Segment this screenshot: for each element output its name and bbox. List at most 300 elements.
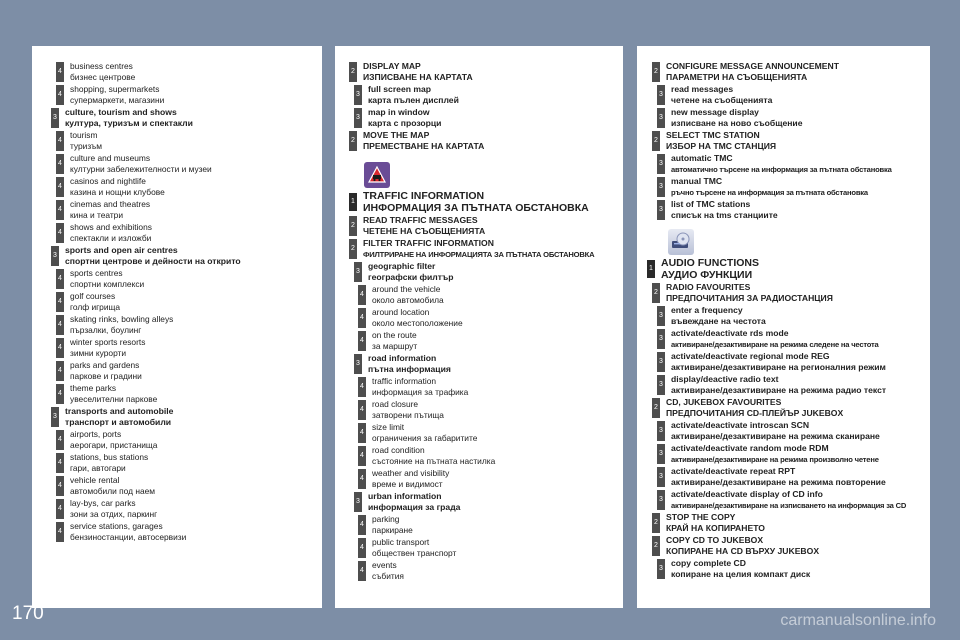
entry-label-en: AUDIO FUNCTIONS — [661, 257, 759, 269]
menu-entry — [32, 406, 322, 428]
menu-entry — [637, 558, 930, 580]
level-badge: 3 — [657, 421, 665, 441]
level-badge: 2 — [652, 398, 660, 418]
entry-text — [70, 61, 135, 83]
entry-label-bg: копиране на целия компакт диск — [671, 569, 811, 579]
entry-text — [368, 107, 441, 129]
menu-entry — [32, 130, 322, 152]
entry-label-bg: време и видимост — [372, 479, 443, 489]
entry-label-en: enter a frequency — [671, 305, 743, 315]
menu-entry — [637, 512, 930, 534]
menu-entry — [637, 351, 930, 373]
entry-label-bg: около автомобила — [372, 295, 444, 305]
entry-text — [70, 383, 157, 405]
menu-entry — [637, 282, 930, 304]
menu-entry — [32, 360, 322, 382]
level-badge: 4 — [358, 561, 366, 581]
entry-text — [671, 443, 879, 465]
menu-entry — [335, 376, 623, 398]
menu-entry — [32, 337, 322, 359]
entry-label-en: geographic filter — [368, 261, 436, 271]
entry-label-bg: паркиране — [372, 525, 413, 535]
menu-entry — [335, 84, 623, 106]
entry-text — [671, 466, 886, 488]
menu-entry — [335, 61, 623, 83]
entry-text — [70, 291, 120, 313]
entry-label-bg: обществен транспорт — [372, 548, 457, 558]
level-badge: 3 — [657, 108, 665, 128]
entry-label-en: golf courses — [70, 291, 116, 301]
entry-label-en: weather and visibility — [372, 468, 450, 478]
entry-text — [666, 397, 843, 419]
level-badge: 4 — [358, 377, 366, 397]
level-badge: 2 — [652, 513, 660, 533]
entry-label-bg: активиране/дезактивиране на режима повторение — [671, 477, 886, 487]
entry-text — [70, 84, 164, 106]
entry-label-bg: спортни центрове и дейности на открито — [65, 256, 241, 266]
level-badge: 4 — [358, 538, 366, 558]
level-badge: 4 — [56, 62, 64, 82]
entry-text — [70, 153, 212, 175]
menu-entry — [335, 468, 623, 490]
entry-text — [70, 521, 186, 543]
menu-entry — [32, 291, 322, 313]
entry-label-en: new message display — [671, 107, 759, 117]
level-badge: 3 — [657, 177, 665, 197]
menu-entry — [32, 314, 322, 336]
menu-entry — [637, 153, 930, 175]
entry-text — [65, 107, 193, 129]
menu-column-middle — [335, 46, 623, 608]
menu-entry — [637, 420, 930, 442]
entry-label-bg: култура, туризъм и спектакли — [65, 118, 193, 128]
entry-label-bg: аерогари, пристанища — [70, 440, 158, 450]
entry-text — [368, 84, 459, 106]
entry-label-bg: географски филтър — [368, 272, 454, 282]
level-badge: 2 — [652, 62, 660, 82]
entry-label-bg: ЧЕТЕНЕ НА СЪОБЩЕНИЯТА — [363, 226, 486, 236]
level-badge: 4 — [358, 469, 366, 489]
menu-entry — [637, 199, 930, 221]
menu-entry — [637, 107, 930, 129]
entry-label-bg: зимни курорти — [70, 348, 127, 358]
level-badge: 4 — [56, 177, 64, 197]
level-badge: 4 — [358, 308, 366, 328]
level-badge: 4 — [56, 522, 64, 542]
entry-text — [363, 61, 473, 83]
level-badge: 2 — [349, 131, 357, 151]
level-badge: 3 — [657, 559, 665, 579]
level-badge: 2 — [349, 216, 357, 236]
entry-label-en: sports and open air centres — [65, 245, 178, 255]
entry-label-bg: активиране/дезактивиране на изписването на информация за CD — [671, 501, 907, 510]
menu-column-left — [32, 46, 322, 608]
menu-entry — [335, 514, 623, 536]
menu-entry — [32, 383, 322, 405]
entry-label-bg: ръчно търсене на информация за пътната обстановка — [671, 188, 868, 197]
traffic-warning-icon — [364, 162, 390, 188]
entry-text — [372, 468, 449, 490]
entry-text — [368, 261, 453, 283]
entry-label-bg: пързалки, боулинг — [70, 325, 142, 335]
level-badge: 3 — [354, 262, 362, 282]
entry-text — [363, 190, 589, 214]
entry-label-en: shopping, supermarkets — [70, 84, 160, 94]
level-badge: 3 — [657, 200, 665, 220]
entry-label-bg: активиране/дезактивиране на режима радио текст — [671, 385, 887, 395]
level-badge: 4 — [56, 361, 64, 381]
entry-label-bg: спектакли и изложби — [70, 233, 152, 243]
entry-text — [671, 176, 868, 198]
level-badge: 3 — [657, 444, 665, 464]
level-badge: 2 — [652, 283, 660, 303]
level-badge: 3 — [657, 85, 665, 105]
entry-label-bg: бензиностанции, автосервизи — [70, 532, 187, 542]
entry-label-en: stations, bus stations — [70, 452, 149, 462]
entry-label-bg: ФИЛТРИРАНЕ НА ИНФОРМАЦИЯТА ЗА ПЪТНАТА ОБСТАНОВКА — [363, 250, 595, 259]
menu-entry — [637, 176, 930, 198]
menu-entry — [335, 130, 623, 152]
level-badge: 2 — [652, 131, 660, 151]
entry-label-en: automatic TMC — [671, 153, 733, 163]
entry-text — [372, 330, 417, 352]
level-badge: 3 — [657, 375, 665, 395]
entry-text — [671, 305, 766, 327]
level-badge: 4 — [56, 223, 64, 243]
menu-entry — [335, 445, 623, 467]
audio-section — [637, 257, 930, 580]
menu-entry — [637, 84, 930, 106]
entry-label-en: READ TRAFFIC MESSAGES — [363, 215, 478, 225]
entry-label-en: casinos and nightlife — [70, 176, 146, 186]
entry-label-en: activate/deactivate rds mode — [671, 328, 789, 338]
menu-entry — [32, 61, 322, 83]
level-badge: 3 — [657, 154, 665, 174]
entry-label-en: vehicle rental — [70, 475, 120, 485]
entry-label-bg: четене на съобщенията — [671, 95, 773, 105]
entry-label-bg: въвеждане на честота — [671, 316, 766, 326]
menu-entry — [335, 190, 623, 214]
entry-text — [70, 130, 102, 152]
level-badge: 4 — [56, 453, 64, 473]
level-badge: 3 — [354, 354, 362, 374]
entry-label-bg: бизнес центрове — [70, 72, 136, 82]
entry-label-bg: активиране/дезактивиране на режима произволно четене — [671, 455, 879, 464]
entry-label-en: TRAFFIC INFORMATION — [363, 190, 485, 202]
entry-label-en: activate/deactivate display of CD info — [671, 489, 823, 499]
menu-entry — [637, 535, 930, 557]
menu-entry — [335, 560, 623, 582]
level-badge: 3 — [657, 329, 665, 349]
level-badge: 4 — [358, 515, 366, 535]
entry-text — [70, 176, 165, 198]
entry-text — [671, 107, 803, 129]
entry-label-bg: събития — [372, 571, 404, 581]
entry-text — [70, 337, 145, 359]
entry-label-en: list of TMC stations — [671, 199, 751, 209]
level-badge: 3 — [354, 108, 362, 128]
menu-entry — [32, 176, 322, 198]
entry-label-en: lay-bys, car parks — [70, 498, 136, 508]
level-badge: 1 — [647, 260, 655, 278]
entry-label-bg: гари, автогари — [70, 463, 126, 473]
entry-text — [70, 452, 148, 474]
entry-label-en: business centres — [70, 61, 133, 71]
entry-label-bg: кина и театри — [70, 210, 124, 220]
entry-label-en: shows and exhibitions — [70, 222, 152, 232]
entry-label-bg: ограничения за габаритите — [372, 433, 478, 443]
entry-label-en: events — [372, 560, 397, 570]
entry-label-en: activate/deactivate regional mode REG — [671, 351, 830, 361]
entry-text — [372, 399, 444, 421]
level-badge: 3 — [657, 352, 665, 372]
entry-label-bg: културни забележителности и музеи — [70, 164, 212, 174]
entry-text — [70, 314, 173, 336]
entry-label-bg: АУДИО ФУНКЦИИ — [661, 269, 753, 281]
level-badge: 4 — [56, 315, 64, 335]
entry-text — [70, 429, 157, 451]
entry-label-bg: около местоположение — [372, 318, 463, 328]
level-badge: 3 — [657, 306, 665, 326]
entry-label-en: public transport — [372, 537, 430, 547]
menu-entry — [32, 475, 322, 497]
entry-label-en: RADIO FAVOURITES — [666, 282, 751, 292]
traffic-icon-wrap — [364, 162, 623, 188]
entry-text — [671, 420, 880, 442]
entry-label-bg: КОПИРАНЕ НА CD ВЪРХУ JUKEBOX — [666, 546, 820, 556]
entry-text — [368, 353, 451, 375]
entry-label-bg: списък на tms станциите — [671, 210, 778, 220]
entry-label-en: display/deactive radio text — [671, 374, 779, 384]
level-badge: 4 — [56, 85, 64, 105]
menu-entry — [335, 215, 623, 237]
entry-label-bg: ИЗБОР НА TMC СТАНЦИЯ — [666, 141, 777, 151]
menu-entry — [335, 307, 623, 329]
entry-label-en: on the route — [372, 330, 417, 340]
entry-text — [671, 558, 810, 580]
entry-text — [70, 199, 150, 221]
entry-label-bg: изписване на ново съобщение — [671, 118, 803, 128]
entry-label-en: activate/deactivate repeat RPT — [671, 466, 796, 476]
entry-text — [372, 284, 444, 306]
menu-entry — [335, 330, 623, 352]
level-badge: 3 — [657, 490, 665, 510]
entry-label-en: parking — [372, 514, 400, 524]
entry-label-en: airports, ports — [70, 429, 122, 439]
menu-column-right — [637, 46, 930, 608]
level-badge: 4 — [358, 331, 366, 351]
entry-text — [65, 245, 241, 267]
entry-label-bg: активиране/дезактивиране на регионалния режим — [671, 362, 886, 372]
level-badge: 4 — [56, 499, 64, 519]
level-badge: 4 — [358, 285, 366, 305]
entry-text — [661, 257, 759, 281]
entry-label-bg: спортни комплекси — [70, 279, 145, 289]
entry-label-bg: голф игрища — [70, 302, 121, 312]
level-badge: 4 — [358, 423, 366, 443]
entry-text — [363, 215, 485, 237]
entry-label-en: sports centres — [70, 268, 123, 278]
entry-label-bg: карта с прозорци — [368, 118, 442, 128]
entry-text — [363, 130, 484, 152]
entry-label-en: theme parks — [70, 383, 117, 393]
audio-cd-icon — [668, 229, 694, 255]
entry-text — [65, 406, 173, 428]
entry-label-en: winter sports resorts — [70, 337, 146, 347]
entry-label-en: around the vehicle — [372, 284, 441, 294]
menu-entry — [335, 107, 623, 129]
entry-text — [671, 351, 886, 373]
menu-entry — [32, 107, 322, 129]
entry-text — [671, 328, 879, 350]
menu-entry — [335, 261, 623, 283]
menu-entry — [32, 268, 322, 290]
menu-entry — [335, 353, 623, 375]
level-badge: 4 — [56, 200, 64, 220]
entry-text — [666, 535, 819, 557]
entry-label-en: skating rinks, bowling alleys — [70, 314, 174, 324]
entry-text — [666, 282, 833, 304]
tmc-section — [637, 61, 930, 221]
level-badge: 2 — [349, 239, 357, 259]
entry-label-en: CD, JUKEBOX FAVOURITES — [666, 397, 782, 407]
level-badge: 2 — [349, 62, 357, 82]
level-badge: 3 — [51, 108, 59, 128]
entry-label-en: transports and automobile — [65, 406, 174, 416]
menu-entry — [32, 199, 322, 221]
level-badge: 3 — [51, 246, 59, 266]
entry-text — [372, 422, 477, 444]
entry-label-bg: ПРЕДПОЧИТАНИЯ ЗА РАДИОСТАНЦИЯ — [666, 293, 833, 303]
entry-label-bg: автоматично търсене на информация за пътната обстановка — [671, 165, 892, 174]
entry-text — [70, 360, 142, 382]
menu-entry — [637, 257, 930, 281]
entry-label-en: road closure — [372, 399, 419, 409]
level-badge: 3 — [657, 467, 665, 487]
entry-label-bg: супермаркети, магазини — [70, 95, 165, 105]
entry-label-en: copy complete CD — [671, 558, 746, 568]
level-badge: 3 — [354, 492, 362, 512]
entry-label-en: traffic information — [372, 376, 437, 386]
entry-label-en: urban information — [368, 491, 442, 501]
entry-label-bg: паркове и градини — [70, 371, 142, 381]
entry-label-bg: ПАРАМЕТРИ НА СЪОБЩЕНИЯТА — [666, 72, 808, 82]
level-badge: 4 — [56, 338, 64, 358]
menu-entry — [637, 466, 930, 488]
menu-entry — [335, 238, 623, 260]
entry-text — [70, 498, 157, 520]
entry-text — [671, 153, 892, 175]
menu-entry — [32, 84, 322, 106]
menu-entry — [32, 222, 322, 244]
entry-label-bg: активиране/дезактивиране на режима сканиране — [671, 431, 880, 441]
menu-entry — [335, 491, 623, 513]
entry-text — [372, 537, 456, 559]
entry-label-en: activate/deactivate random mode RDM — [671, 443, 829, 453]
entry-label-en: parks and gardens — [70, 360, 140, 370]
entry-text — [372, 560, 404, 582]
menu-entry — [335, 399, 623, 421]
menu-entry — [32, 521, 322, 543]
entry-label-bg: за маршрут — [372, 341, 418, 351]
entry-label-en: size limit — [372, 422, 405, 432]
menu-entry — [335, 284, 623, 306]
entry-text — [671, 374, 886, 396]
entry-label-bg: информация за града — [368, 502, 461, 512]
menu-entry — [32, 498, 322, 520]
entry-text — [666, 130, 776, 152]
entry-label-en: road information — [368, 353, 437, 363]
entry-text — [372, 445, 495, 467]
entry-text — [372, 307, 463, 329]
entry-label-bg: зони за отдих, паркинг — [70, 509, 158, 519]
level-badge: 4 — [56, 384, 64, 404]
entry-label-en: tourism — [70, 130, 98, 140]
map-section — [335, 61, 623, 152]
menu-entry — [335, 537, 623, 559]
entry-label-bg: автомобили под наем — [70, 486, 156, 496]
entry-label-bg: активиране/дезактивиране на режима следене на честота — [671, 340, 879, 349]
menu-entry — [32, 452, 322, 474]
entry-label-bg: затворени пътища — [372, 410, 444, 420]
entry-text — [363, 238, 594, 260]
entry-label-en: culture and museums — [70, 153, 151, 163]
entry-label-en: SELECT TMC STATION — [666, 130, 760, 140]
entry-label-bg: състояние на пътната настилка — [372, 456, 496, 466]
level-badge: 2 — [652, 536, 660, 556]
entry-label-en: full screen map — [368, 84, 432, 94]
entry-label-bg: ИНФОРМАЦИЯ ЗА ПЪТНАТА ОБСТАНОВКА — [363, 202, 589, 214]
menu-entry — [32, 245, 322, 267]
entry-label-bg: ИЗПИСВАНЕ НА КАРТАТА — [363, 72, 473, 82]
menu-entry — [32, 429, 322, 451]
audio-icon-wrap — [668, 229, 930, 255]
traffic-section — [335, 190, 623, 582]
menu-entry — [637, 443, 930, 465]
level-badge: 4 — [56, 131, 64, 151]
entry-label-en: COPY CD TO JUKEBOX — [666, 535, 764, 545]
entry-label-en: MOVE THE MAP — [363, 130, 430, 140]
level-badge: 4 — [56, 476, 64, 496]
entry-label-en: FILTER TRAFFIC INFORMATION — [363, 238, 494, 248]
entry-label-bg: карта пълен дисплей — [368, 95, 459, 105]
level-badge: 1 — [349, 193, 357, 211]
entry-label-bg: ПРЕДПОЧИТАНИЯ CD-ПЛЕЙЪР JUKEBOX — [666, 408, 844, 418]
level-badge: 4 — [56, 154, 64, 174]
entry-text — [368, 491, 460, 513]
entry-label-en: CONFIGURE MESSAGE ANNOUNCEMENT — [666, 61, 839, 71]
entry-text — [70, 475, 155, 497]
entry-text — [671, 84, 772, 106]
level-badge: 4 — [358, 446, 366, 466]
entry-label-en: manual TMC — [671, 176, 723, 186]
entry-text — [666, 512, 765, 534]
entry-label-bg: туризъм — [70, 141, 103, 151]
entry-label-bg: казина и нощни клубове — [70, 187, 165, 197]
entry-label-en: service stations, garages — [70, 521, 163, 531]
level-badge: 4 — [358, 400, 366, 420]
entry-label-en: read messages — [671, 84, 734, 94]
menu-entry — [335, 422, 623, 444]
level-badge: 4 — [56, 292, 64, 312]
entry-text — [372, 514, 413, 536]
menu-entry — [637, 489, 930, 511]
entry-label-en: STOP THE COPY — [666, 512, 736, 522]
watermark-text: carmanualsonline.info — [780, 612, 936, 629]
entry-label-en: cinemas and theatres — [70, 199, 151, 209]
menu-entry — [637, 397, 930, 419]
level-badge: 4 — [56, 430, 64, 450]
